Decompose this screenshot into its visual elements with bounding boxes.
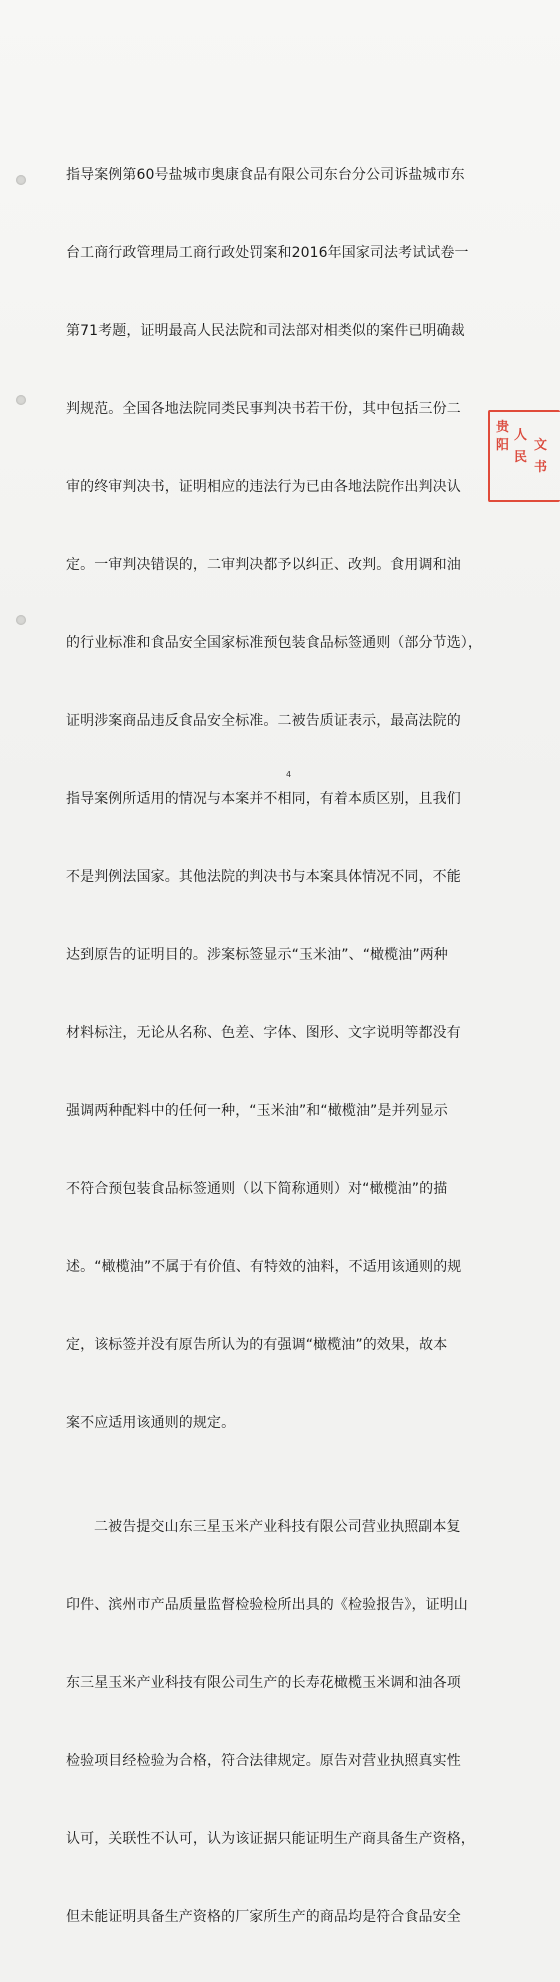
paragraph-1-line-6: 定。一审判决错误的，二审判决都予以纠正、改判。食用调和油 (66, 557, 461, 573)
paragraph-1-line-17: 案不应适用该通则的规定。 (66, 1415, 236, 1431)
paragraph-1-line-13: 强调两种配料中的任何一种，“玉米油”和“橄榄油”是并列显示 (66, 1103, 448, 1119)
paragraph-1-line-10: 不是判例法国家。其他法院的判决书与本案具体情况不同，不能 (66, 869, 461, 885)
paragraph-1-line-12: 材料标注，无论从名称、色差、字体、图形、文字说明等都没有 (66, 1025, 461, 1041)
binding-hole (16, 175, 26, 185)
binding-holes (16, 0, 36, 800)
paragraph-2-line-1: 二被告提交山东三星玉米产业科技有限公司营业执照副本复 (94, 1519, 461, 1535)
binding-hole (16, 395, 26, 405)
stamp-char-5: 文 (534, 438, 548, 453)
paragraph-1-line-16: 定，该标签并没有原告所认为的有强调“橄榄油”的效果，故本 (66, 1337, 448, 1353)
paragraph-2-line-5: 认可，关联性不认可，认为该证据只能证明生产商具备生产资格， (66, 1831, 475, 1847)
stamp-char-3: 人 (514, 428, 528, 443)
paragraph-1-line-2: 台工商行政管理局工商行政处罚案和2016年国家司法考试试卷一 (66, 245, 469, 261)
stamp-char-6: 书 (534, 460, 548, 475)
paragraph-1-line-8: 证明涉案商品违反食品安全标准。二被告质证表示，最高法院的 (66, 713, 461, 729)
paragraph-2-line-6: 但未能证明具备生产资格的厂家所生产的商品均是符合食品安全 (66, 1909, 461, 1925)
paragraph-1-line-4: 判规范。全国各地法院同类民事判决书若干份，其中包括三份二 (66, 401, 461, 417)
paragraph-1-line-14: 不符合预包装食品标签通则（以下简称通则）对“橄榄油”的描 (66, 1181, 448, 1197)
paragraph-1-line-11: 达到原告的证明目的。涉案标签显示“玉米油”、“橄榄油”两种 (66, 947, 448, 963)
stamp-char-4: 民 (514, 450, 528, 465)
stamp-char-2: 阳 (496, 438, 510, 453)
paragraph-1-line-15: 述。“橄榄油”不属于有价值、有特效的油料，不适用该通则的规 (66, 1259, 462, 1275)
paragraph-2-line-4: 检验项目经检验为合格，符合法律规定。原告对营业执照真实性 (66, 1753, 461, 1769)
paragraph-2-line-3: 东三星玉米产业科技有限公司生产的长寿花橄榄玉米调和油各项 (66, 1675, 461, 1691)
paragraph-1-line-1: 指导案例第60号盐城市奥康食品有限公司东台分公司诉盐城市东 (66, 167, 465, 183)
page-number: 4 (286, 770, 292, 779)
stamp-char-1: 贵 (496, 420, 510, 435)
paragraph-1-line-5: 审的终审判决书，证明相应的违法行为已由各地法院作出判决认 (66, 479, 461, 495)
official-seal-stamp (488, 410, 560, 502)
paragraph-1-line-3: 第71考题，证明最高人民法院和司法部对相类似的案件已明确裁 (66, 323, 465, 339)
binding-hole (16, 615, 26, 625)
document-body (66, 110, 498, 1982)
paragraph-1-line-7: 的行业标准和食品安全国家标准预包装食品标签通则（部分节选）， (66, 635, 482, 651)
paragraph-1-line-9: 指导案例所适用的情况与本案并不相同，有着本质区别，且我们 (66, 791, 461, 807)
paragraph-2-line-2: 印件、滨州市产品质量监督检验检所出具的《检验报告》，证明山 (66, 1597, 468, 1613)
